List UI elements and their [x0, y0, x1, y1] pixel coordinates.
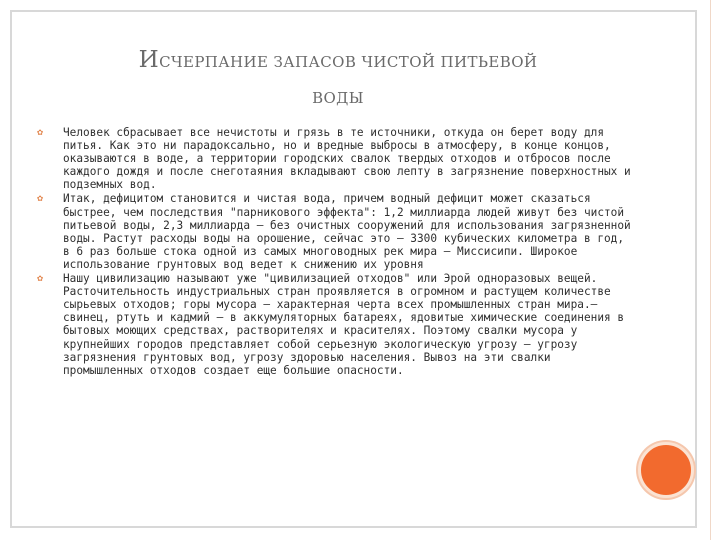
flower-bullet-icon: ✿ — [37, 273, 44, 285]
bullet-item-2-text: Итак, дефицитом становится и чистая вода, причем водный дефицит может сказаться быстрее, чем последствия "парникового эффекта": 1,2 миллиарда людей живут без чистой питьевой воды, 2,3 миллиарда – без очистных сооружений для использования загрязненной воды. Растут расходы воды на орошение, сейчас это – 3300 кубических километра в год, в 6 раз больше стока одной из самых многоводных рек мира – Миссисипи. Широкое использование грунтовых вод ведет к снижению их уровня — [63, 192, 631, 271]
bullet-item-2 — [32, 192, 632, 271]
title-line-1-text: СЧЕРПАНИЕ ЗАПАСОВ ЧИСТОЙ ПИТЬЕВОЙ — [159, 53, 538, 71]
bullet-item-3-text: Нашу цивилизацию называют уже "цивилизацией отходов" или Эрой одноразовых вещей. Расточительность индустриальных стран проявляется в огромном и растущем количестве сырьевых отходов; горы мусора – характерная черта всех промышленных стран мира.– свинец, ртуть и кадмий – в аккумуляторных батареях, ядовитые химические соединения в бытовых моющих средствах, растворителях и красителях. Поэтому свалки мусора у крупнейших городов представляет собой серьезную экологическую угрозу – угрозу загрязнения грунтовых вод, угрозу здоровью населения. Вывоз на эти свалки промышленных отходов создает еще большие опасности. — [63, 272, 625, 377]
bullet-item-1-text: Человек сбрасывает все нечистоты и грязь в те источники, откуда он берет воду для питья. Как это ни парадоксально, но и вредные выбросы в атмосферу, в конце концов, оказываются в воде, а территории городских свалок твердых отходов и отбросов после каждого дождя и после снеготаяния вкладывают свою лепту в загрязнение поверхностных и подземных вод. — [63, 126, 631, 192]
decorative-side-line — [710, 0, 711, 540]
title-line-1 — [38, 42, 638, 80]
bullet-item-3 — [32, 272, 632, 377]
title-drop-cap: И — [138, 47, 160, 73]
bullet-item-1 — [32, 126, 632, 191]
flower-bullet-icon: ✿ — [37, 193, 44, 205]
bullet-list — [32, 126, 632, 378]
title-line-2: ВОДЫ — [312, 89, 364, 107]
orange-circle-decoration — [638, 442, 694, 498]
slide-title — [38, 42, 638, 116]
flower-bullet-icon: ✿ — [37, 127, 44, 138]
